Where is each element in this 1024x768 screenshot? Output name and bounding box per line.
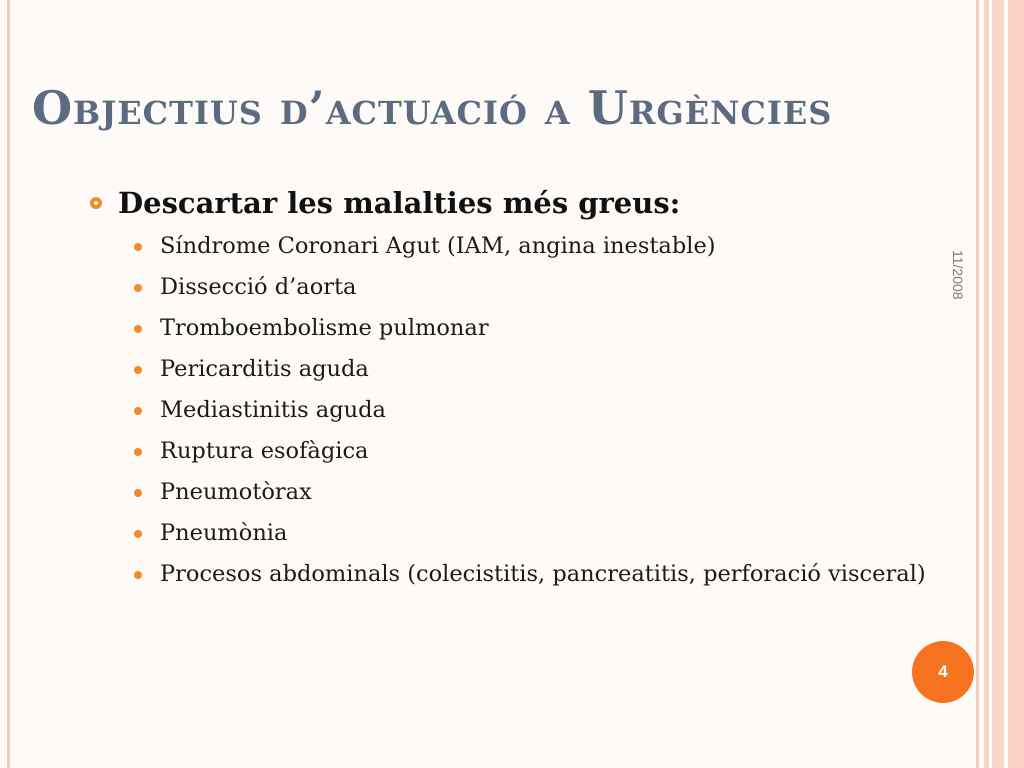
slide-date: 11/2008 [950,250,966,300]
list-item [130,229,928,263]
list-item-text: Pneumònia [160,520,288,547]
list-item [130,352,928,386]
right-border-stripe [1008,0,1024,768]
right-border-stripe [984,0,989,768]
right-border-stripe [992,0,1004,768]
ring-bullet-icon [90,197,102,209]
list-item [130,557,928,591]
slide-title: Objectius d’actuació a Urgències [32,81,833,135]
list-item-text: Tromboembolisme pulmonar [160,315,489,342]
dot-bullet-icon [134,243,142,251]
dot-bullet-icon [134,284,142,292]
list-item-text: Dissecció d’aorta [160,274,357,301]
main-bullet-item [88,184,928,223]
list-item [130,434,928,468]
dot-bullet-icon [134,571,142,579]
dot-bullet-icon [134,448,142,456]
dot-bullet-icon [134,489,142,497]
list-item-text: Mediastinitis aguda [160,397,386,424]
list-item-text: Pneumotòrax [160,479,312,506]
list-item [130,393,928,427]
list-item-text: Síndrome Coronari Agut (IAM, angina inestable) [160,233,716,260]
dot-bullet-icon [134,366,142,374]
dot-bullet-icon [134,325,142,333]
list-item-text: Ruptura esofàgica [160,438,369,465]
list-item [130,516,928,550]
dot-bullet-icon [134,530,142,538]
list-item-text: Pericarditis aguda [160,356,369,383]
main-bullet-text: Descartar les malalties més greus: [118,186,681,220]
right-border-stripe [976,0,979,768]
page-number-badge: 4 [912,641,974,703]
list-item [130,311,928,345]
list-item [130,475,928,509]
slide-content [88,184,928,598]
dot-bullet-icon [134,407,142,415]
sub-bullet-list [88,229,928,591]
left-border-stripe [7,0,10,768]
list-item [130,270,928,304]
list-item-text: Procesos abdominals (colecistitis, pancreatitis, perforació visceral) [160,561,926,588]
